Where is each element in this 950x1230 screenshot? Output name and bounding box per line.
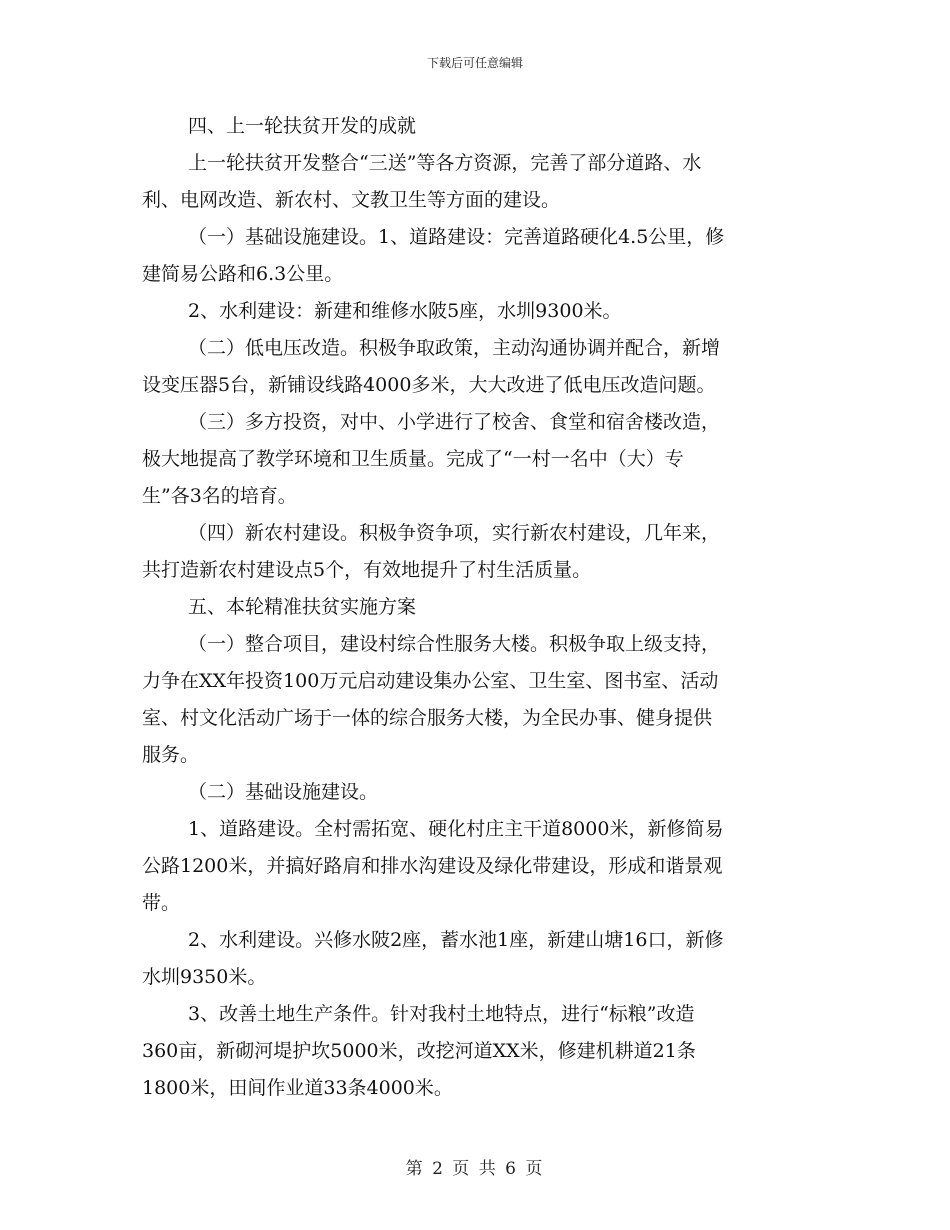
paragraph-line: （四）新农村建设。积极争资争项，实行新农村建设，几年来， xyxy=(188,522,721,544)
paragraph-line: （二）低电压改造。积极争取政策，主动沟通协调并配合，新增 xyxy=(188,337,721,359)
paragraph-line: 公路1200米，并搞好路肩和排水沟建设及绿化带建设，形成和谐景观 xyxy=(142,855,723,877)
paragraph-line: 2、水利建设。兴修水陂2座，蓄水池1座，新建山塘16口，新修 xyxy=(188,929,724,951)
paragraph-line: 1800米，田间作业道33条4000米。 xyxy=(142,1077,453,1099)
paragraph-line: 力争在XX年投资100万元启动建设集办公室、卫生室、图书室、活动 xyxy=(142,670,719,692)
paragraph-line: 2、水利建设：新建和维修水陂5座，水圳9300米。 xyxy=(188,300,622,322)
paragraph-line: 水圳9350米。 xyxy=(142,966,267,988)
paragraph-line: 建简易公路和6.3公里。 xyxy=(142,263,344,285)
paragraph-line: 带。 xyxy=(142,892,181,914)
section-heading-plan: 五、本轮精准扶贫实施方案 xyxy=(188,596,417,618)
document-body xyxy=(142,108,814,1107)
paragraph-line: （一）基础设施建设。1、道路建设：完善道路硬化4.5公里，修 xyxy=(188,226,725,248)
paragraph-line: （一）整合项目，建设村综合性服务大楼。积极争取上级支持， xyxy=(188,633,721,655)
paragraph-line: （三）多方投资，对中、小学进行了校舍、食堂和宿舍楼改造， xyxy=(188,411,721,433)
page-number-footer: 第 2 页 共 6 页 xyxy=(405,1159,545,1179)
paragraph-line: 共打造新农村建设点5个，有效地提升了村生活质量。 xyxy=(142,559,592,581)
paragraph-line: 设变压器5台，新铺设线路4000多米，大大改进了低电压改造问题。 xyxy=(142,374,716,396)
paragraph-line: 上一轮扶贫开发整合“三送”等各方资源，完善了部分道路、水 xyxy=(188,152,702,174)
subsection-heading: （二）基础设施建设。 xyxy=(188,781,379,803)
paragraph-line: 室、村文化活动广场于一体的综合服务大楼，为全民办事、健身提供 xyxy=(142,707,713,729)
paragraph-line: 1、道路建设。全村需拓宽、硬化村庄主干道8000米，新修简易 xyxy=(188,818,724,840)
paragraph-line: 360亩，新砌河堤护坎5000米，改挖河道XX米，修建机耕道21条 xyxy=(142,1040,696,1062)
paragraph-line: 生”各3名的培育。 xyxy=(142,485,297,507)
paragraph-line: 服务。 xyxy=(142,744,200,766)
paragraph-line: 极大地提高了教学环境和卫生质量。完成了“一村一名中（大）专 xyxy=(142,448,684,470)
section-heading-achievements: 四、上一轮扶贫开发的成就 xyxy=(188,115,417,137)
page-header: 下载后可任意编辑 xyxy=(426,56,523,70)
paragraph-line: 利、电网改造、新农村、文教卫生等方面的建设。 xyxy=(142,189,561,211)
paragraph-line: 3、改善土地生产条件。针对我村土地特点，进行“标粮”改造 xyxy=(188,1003,695,1025)
